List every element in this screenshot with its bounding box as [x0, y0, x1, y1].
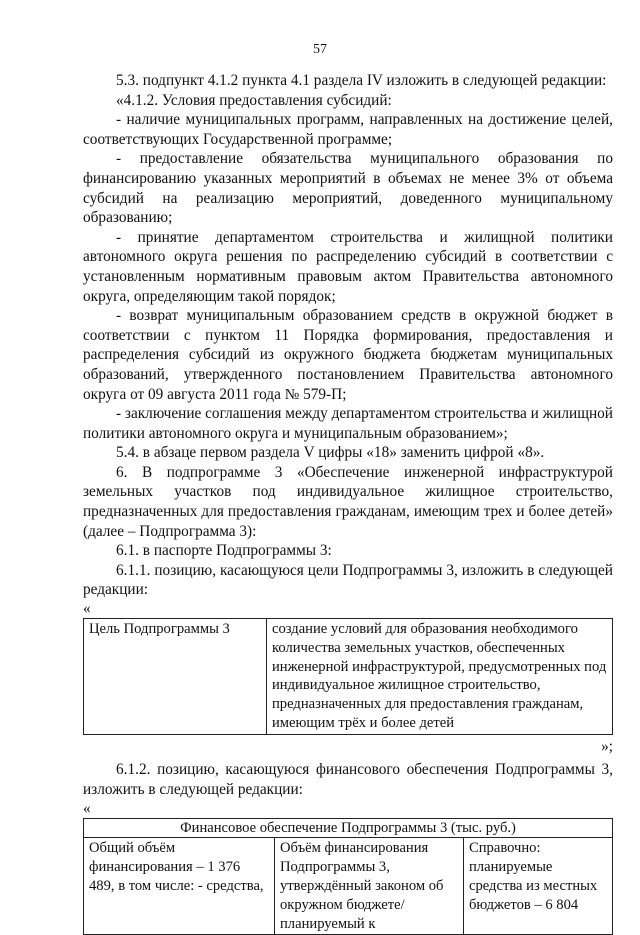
- page-number: 57: [313, 42, 327, 57]
- condition-item-return: - возврат муниципальным образованием средств в окружной бюджет в соответствии с пунктом 11 Порядка формирования, предоставления и распределения субсидий из окружного бюджета бюджетам муниципальных образований, утвержденного постановлением Правительства автономного округа от 09 августа 2011 года № 579-П;: [83, 307, 613, 403]
- paragraph-4-1-2: «4.1.2. Условия предоставления субсидий:: [116, 91, 392, 109]
- paragraph-6-1-1: 6.1.1. позицию, касающуюся цели Подпрограммы 3, изложить в следующей редакции:: [83, 561, 613, 599]
- table-row: [84, 838, 613, 935]
- condition-item-agreement: - заключение соглашения между департаментом строительства и жилищной политики автономного округа и муниципальным образованием»;: [83, 405, 613, 442]
- condition-item-obligation: - предоставление обязательства муниципального образования по финансированию указанных мероприятий в объемах не менее 3% от объема субсидий на реализацию мероприятий, доведенного муниципальному образованию;: [83, 150, 613, 227]
- paragraph-6-1-2: 6.1.2. позицию, касающуюся финансового обеспечения Подпрограммы 3, изложить в следующей редакции:: [83, 761, 613, 798]
- table-header-row: [84, 818, 613, 838]
- reference-cell: Справочно: планируемые средства из местных бюджетов – 6 804: [464, 838, 613, 935]
- budget-financing-cell: Объём финансирования Подпрограммы 3, утверждённый законом об окружном бюджете/ планируемый к: [275, 838, 464, 935]
- financing-table: [83, 818, 613, 935]
- goal-table: [83, 618, 613, 735]
- paragraph-5-3: 5.3. подпункт 4.1.2 пункта 4.1 раздела IV изложить в следующей редакции:: [116, 72, 607, 89]
- goal-value-cell: создание условий для образования необходимого количества земельных участков, обеспеченных инженерной инфраструктурой, предусмотренных под индивидуальное жилищное строительство, предназначенных для предоставления гражданам, имеющим трёх и более детей: [267, 619, 613, 735]
- quote-close-1: »;: [601, 737, 613, 755]
- paragraph-6-1: 6.1. в паспорте Подпрограммы 3:: [116, 542, 332, 560]
- paragraph-6: 6. В подпрограмме 3 «Обеспечение инженерной инфраструктурой земельных участков под индивидуальное жилищное строительство, предназначенных для предоставления гражданам, имеющим трех и более детей» (далее – Подпрограмма 3):: [83, 463, 613, 540]
- paragraph-5-4: 5.4. в абзаце первом раздела V цифры «18» заменить цифрой «8».: [116, 444, 545, 462]
- total-financing-cell: Общий объём финансирования – 1 376 489, в том числе: - средства,: [84, 838, 275, 935]
- condition-item-decision: - принятие департаментом строительства и жилищной политики автономного округа решения по распределению субсидий в соответствии с установленным нормативным правовым актом Правительства автономного округа, определяющим такой порядок;: [83, 228, 613, 305]
- goal-label-cell: Цель Подпрограммы 3: [84, 619, 267, 735]
- condition-item-programs: - наличие муниципальных программ, направленных на достижение целей, соответствующих Государственной программе;: [83, 111, 613, 148]
- table-row: [84, 619, 613, 735]
- financing-table-header: Финансовое обеспечение Подпрограммы 3 (тыс. руб.): [84, 818, 613, 838]
- quote-open-2: «: [83, 799, 91, 817]
- quote-open-1: «: [83, 600, 91, 618]
- document-body: [83, 71, 613, 935]
